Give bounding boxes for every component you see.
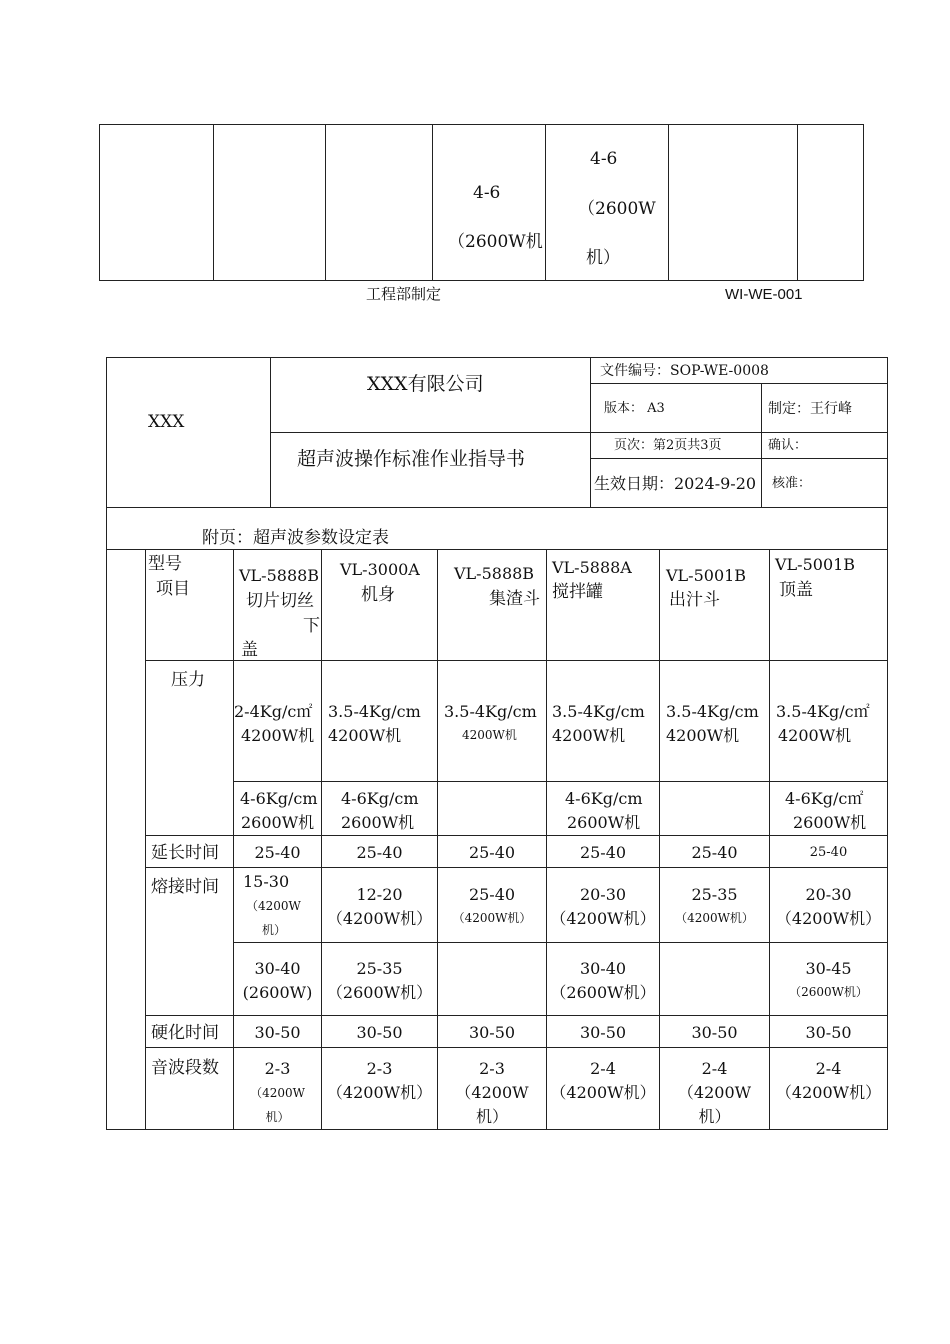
pressure-cell: 3.5-4Kg/cm: [666, 702, 759, 721]
company-name: XXX有限公司: [367, 373, 484, 395]
param-table-line: [145, 835, 888, 836]
page-frame-left: [106, 357, 107, 1130]
weld-cell: 机）: [262, 923, 287, 937]
segments-cell: （4200W: [250, 1086, 305, 1100]
param-table-line: [233, 781, 888, 782]
top-table-col-line: [99, 124, 100, 281]
param-table-col-line: [145, 549, 146, 1130]
pressure-cell: 2-4Kg/c㎡: [234, 702, 313, 721]
top-table-col-line: [325, 124, 326, 281]
param-table-line: [106, 549, 888, 550]
harden-cell: 30-50: [356, 1023, 403, 1042]
segments-cell: 机）: [475, 1107, 508, 1126]
segments-cell: （4200W: [455, 1083, 529, 1102]
delay-cell: 25-40: [356, 843, 403, 862]
header-line: [270, 432, 888, 433]
top-cell-text: （2600W机: [448, 232, 543, 252]
model-header-3: VL-5888B: [454, 564, 535, 583]
doc-maker: 制定：王行峰: [768, 401, 852, 417]
model-header-3: 集渣斗: [489, 589, 540, 609]
delay-cell: 25-40: [809, 845, 848, 860]
row-label-harden: 硬化时间: [151, 1023, 219, 1043]
company-logo-text: XXX: [148, 412, 185, 432]
model-header-1: 切片切丝: [246, 591, 314, 611]
param-table-line: [145, 1015, 888, 1016]
weld-cell: （4200W机）: [675, 911, 754, 925]
header-border-top: [106, 357, 888, 358]
segments-cell: 机）: [698, 1107, 731, 1126]
top-table-col-line: [863, 124, 864, 281]
doc-page-info: 页次：第2页共3页: [614, 438, 722, 453]
pressure-cell: 3.5-4Kg/cm: [552, 702, 645, 721]
pressure-cell: 4-6Kg/cm: [565, 789, 643, 808]
weld-cell: （4200W机）: [550, 909, 656, 928]
segments-cell: 2-4: [701, 1059, 728, 1078]
model-header-1: 下: [303, 616, 320, 636]
doc-confirm: 确认：: [768, 438, 808, 453]
param-table-line: [145, 867, 888, 868]
doc-effective-date: 生效日期：2024-9-20: [594, 474, 757, 493]
model-header-1: VL-5888B: [239, 566, 320, 585]
harden-cell: 30-50: [805, 1023, 852, 1042]
model-header-2: 机身: [361, 585, 395, 605]
top-cell-text: （2600W: [578, 199, 656, 219]
weld-cell: （2600W机）: [550, 983, 656, 1002]
pressure-cell: 4200W机: [552, 726, 626, 745]
pressure-cell: 4-6Kg/cm: [341, 789, 419, 808]
weld-cell: （2600W机）: [326, 983, 433, 1002]
top-table-col-line: [545, 124, 546, 281]
header-border-bottom: [106, 507, 888, 508]
segments-cell: 2-4: [815, 1059, 842, 1078]
weld-cell: 30-45: [805, 959, 852, 978]
weld-cell: （2600W机）: [789, 985, 868, 999]
weld-cell: 25-40: [468, 885, 516, 904]
segments-cell: （4200W机）: [775, 1083, 882, 1102]
weld-cell: （4200W机）: [775, 909, 882, 928]
harden-cell: 30-50: [468, 1023, 516, 1042]
top-table-col-line: [432, 124, 433, 281]
segments-cell: 2-3: [366, 1059, 393, 1078]
row-label-delay: 延长时间: [151, 843, 219, 863]
footer-doc-code: WI-WE-001: [725, 286, 803, 303]
top-cell-text: 机）: [586, 248, 620, 268]
segments-cell: 2-3: [264, 1059, 291, 1078]
pressure-cell: 4200W机: [328, 726, 402, 745]
header-line: [590, 458, 888, 459]
row-label-pressure: 压力: [171, 670, 205, 690]
model-header-5: 出汁斗: [669, 590, 720, 610]
pressure-cell: 4200W机: [666, 726, 740, 745]
doc-title: 超声波操作标准作业指导书: [297, 448, 526, 470]
weld-cell: 12-20: [356, 885, 403, 904]
corner-label-model: 型号: [148, 554, 182, 574]
appendix-title: 附页：超声波参数设定表: [202, 528, 389, 548]
delay-cell: 25-40: [254, 843, 301, 862]
header-line: [590, 383, 888, 384]
harden-cell: 30-50: [254, 1023, 301, 1042]
weld-cell: 30-40: [579, 959, 627, 978]
segments-cell: 机）: [265, 1110, 290, 1124]
weld-cell: 30-40: [254, 959, 301, 978]
segments-cell: 2-4: [590, 1059, 616, 1078]
weld-cell: 20-30: [805, 885, 852, 904]
header-col-line: [761, 383, 762, 508]
top-table-col-line: [213, 124, 214, 281]
corner-label-item: 项目: [156, 579, 190, 599]
pressure-cell: 2600W机: [567, 813, 641, 832]
weld-cell: 25-35: [356, 959, 403, 978]
pressure-cell: 4-6Kg/cm: [240, 789, 318, 808]
model-header-5: VL-5001B: [666, 566, 747, 585]
harden-cell: 30-50: [691, 1023, 738, 1042]
weld-cell: 20-30: [579, 885, 627, 904]
doc-number: 文件编号：SOP-WE-0008: [600, 363, 769, 379]
row-label-segments: 音波段数: [151, 1058, 219, 1078]
row-label-weld: 熔接时间: [151, 877, 219, 897]
delay-cell: 25-40: [691, 843, 738, 862]
model-header-6: 顶盖: [779, 580, 813, 600]
model-header-1: 盖: [241, 640, 258, 660]
param-table-line: [145, 1047, 888, 1048]
doc-version: 版本： A3: [604, 401, 665, 416]
doc-review: 核准：: [772, 476, 812, 491]
pressure-cell: 4200W机: [241, 726, 315, 745]
header-col-line: [270, 357, 271, 508]
top-table-col-line: [797, 124, 798, 281]
weld-cell: （4200W机）: [452, 911, 532, 925]
pressure-cell: 3.5-4Kg/c㎡: [776, 702, 870, 721]
top-table-col-line: [668, 124, 669, 281]
pressure-cell: 4-6Kg/c㎡: [785, 789, 864, 808]
weld-cell: 15-30: [243, 872, 290, 891]
weld-cell: （4200W: [246, 899, 301, 913]
model-header-2: VL-3000A: [340, 560, 420, 579]
segments-cell: （4200W: [677, 1083, 752, 1102]
weld-cell: (2600W): [242, 983, 313, 1002]
model-header-4: VL-5888A: [552, 558, 632, 577]
param-table-line: [233, 942, 888, 943]
segments-cell: （4200W机）: [550, 1083, 656, 1102]
weld-cell: （4200W机）: [326, 909, 433, 928]
weld-cell: 25-35: [691, 885, 738, 904]
footer-dept: 工程部制定: [366, 286, 442, 303]
header-col-line: [590, 357, 591, 508]
pressure-cell: 2600W机: [341, 813, 415, 832]
pressure-cell: 4200W机: [778, 726, 852, 745]
top-cell-text: 4-6: [590, 149, 618, 169]
model-header-6: VL-5001B: [775, 555, 856, 574]
segments-cell: （4200W机）: [326, 1083, 433, 1102]
pressure-cell: 4200W机: [462, 728, 517, 742]
delay-cell: 25-40: [579, 843, 627, 862]
param-table-line: [106, 1129, 888, 1130]
harden-cell: 30-50: [579, 1023, 627, 1042]
model-header-4: 搅拌罐: [552, 582, 603, 602]
pressure-cell: 3.5-4Kg/cm: [328, 702, 421, 721]
top-cell-text: 4-6: [473, 183, 501, 203]
pressure-cell: 2600W机: [793, 813, 867, 832]
pressure-cell: 2600W机: [241, 813, 315, 832]
segments-cell: 2-3: [479, 1059, 505, 1078]
pressure-cell: 3.5-4Kg/cm: [444, 702, 537, 721]
delay-cell: 25-40: [468, 843, 516, 862]
